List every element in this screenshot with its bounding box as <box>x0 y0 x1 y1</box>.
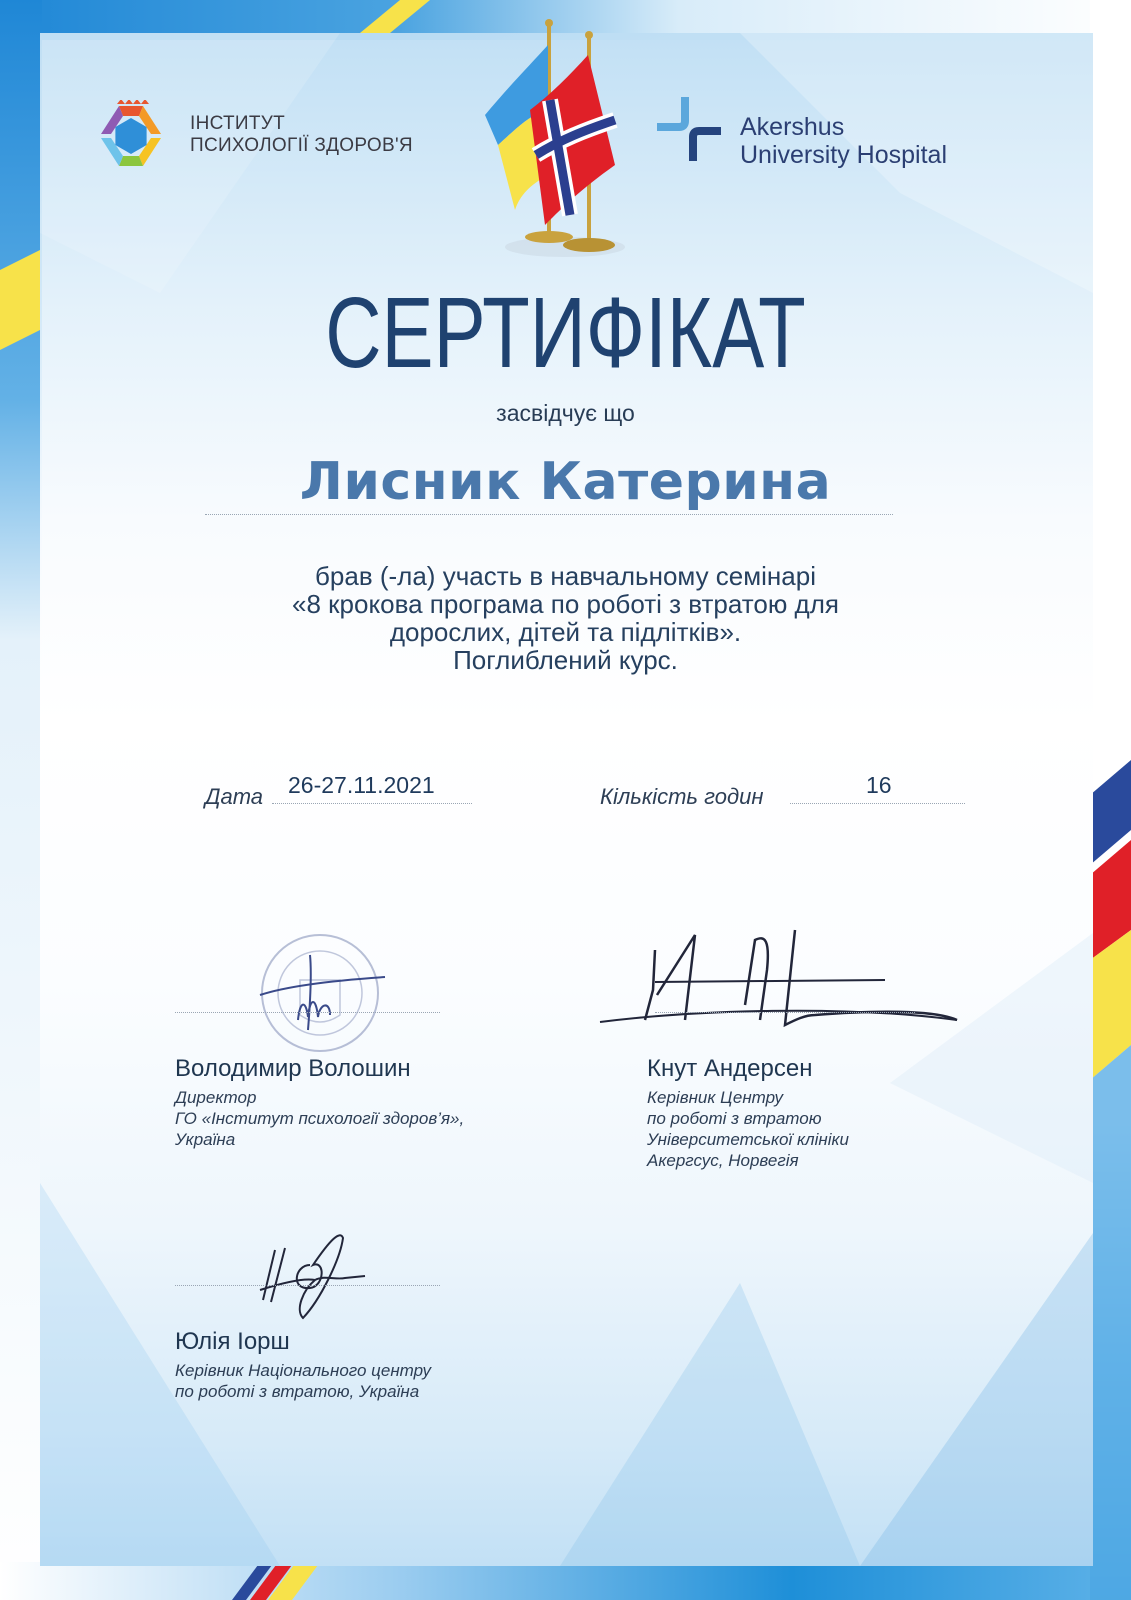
signature-line-2 <box>655 1012 915 1013</box>
signatory-2-role-line: Акергсус, Норвегія <box>647 1151 799 1170</box>
signatory-2-role-line: Університетської клініки <box>647 1130 849 1149</box>
institute-logo-line2: ПСИХОЛОГІЇ ЗДОРОВ'Я <box>190 135 413 156</box>
institute-logo-text <box>190 113 413 157</box>
recipient-name: Лисник Катерина <box>299 452 832 512</box>
signature-yulia-iorsh <box>255 1220 385 1330</box>
signatory-1-role-line: ГО «Інститут психології здоров’я», <box>175 1109 465 1128</box>
certificate-subtitle: засвідчує що <box>496 400 635 426</box>
body-line-2: «8 крокова програма по роботі з втратою для <box>292 589 839 619</box>
hexagon-gear-logo-icon <box>95 100 167 172</box>
signatory-1-role-line: Україна <box>175 1130 236 1149</box>
hospital-logo-line2: University Hospital <box>740 141 948 169</box>
signatory-3 <box>175 1328 431 1402</box>
ukraine-norway-flags-icon <box>470 15 650 275</box>
signatory-3-role <box>175 1360 431 1402</box>
certificate-body <box>0 562 1131 674</box>
signatory-3-name: Юлія Іорш <box>175 1328 290 1355</box>
cross-logo-icon <box>655 95 727 167</box>
signatory-2-role-line: Керівник Центру <box>647 1088 784 1107</box>
signatory-2 <box>647 1055 849 1171</box>
hours-underline <box>790 803 965 804</box>
hours-label: Кількість годин <box>600 784 764 809</box>
signatory-1 <box>175 1055 464 1150</box>
name-underline <box>205 514 893 515</box>
date-underline <box>272 803 472 804</box>
date-label: Дата <box>205 784 264 809</box>
certificate-title: СЕРТИФІКАТ <box>325 277 806 389</box>
signatory-3-role-line: Керівник Національного центру <box>175 1361 432 1380</box>
signatory-1-role <box>175 1087 464 1150</box>
hours-value: 16 <box>866 772 892 798</box>
body-line-4: Поглиблений курс. <box>453 645 678 675</box>
institute-logo-line1: ІНСТИТУТ <box>190 113 286 134</box>
signature-line-1 <box>175 1012 440 1013</box>
body-line-1: брав (-ла) участь в навчальному семінарі <box>315 561 816 591</box>
signature-line-3 <box>175 1285 440 1286</box>
signatory-2-role-line: по роботі з втратою <box>647 1109 822 1128</box>
signatory-1-name: Володимир Волошин <box>175 1055 411 1082</box>
signatory-1-role-line: Директор <box>175 1088 257 1107</box>
body-line-3: дорослих, дітей та підлітків». <box>389 617 742 647</box>
date-value: 26-27.11.2021 <box>288 772 435 798</box>
signatory-2-role <box>647 1087 849 1171</box>
signatory-2-name: Кнут Андерсен <box>647 1055 813 1082</box>
hospital-logo-text <box>740 113 947 169</box>
official-stamp-icon <box>250 925 390 1055</box>
hospital-logo-line1: Akershus <box>740 113 845 141</box>
signatory-3-role-line: по роботі з втратою, Україна <box>175 1382 420 1401</box>
